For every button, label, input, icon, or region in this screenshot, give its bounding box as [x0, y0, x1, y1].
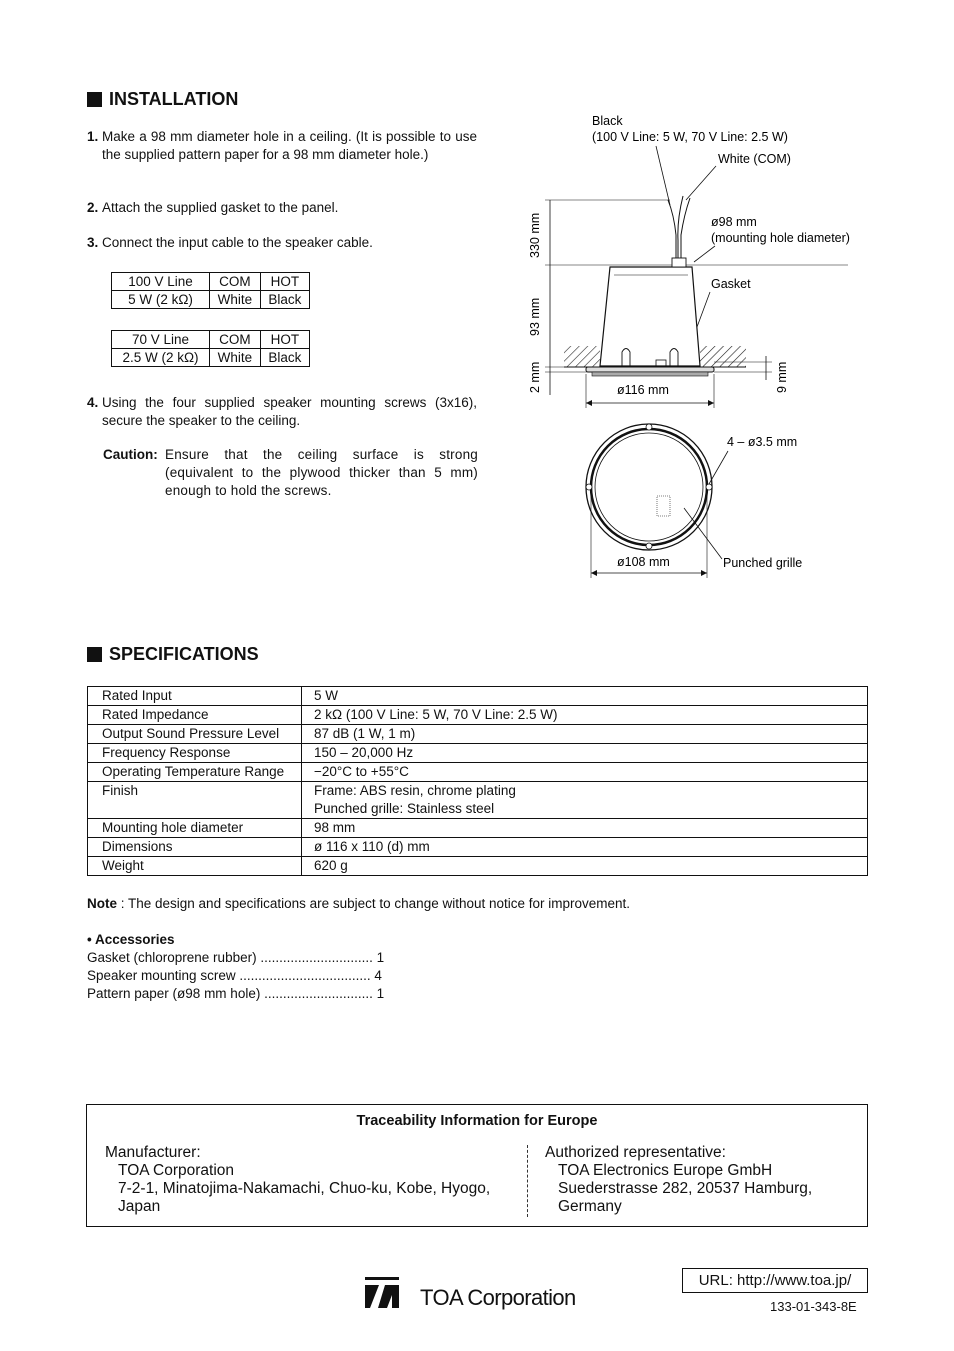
table-row: Weight 620 g	[88, 857, 868, 876]
table-row: Operating Temperature Range −20°C to +55°C	[88, 763, 868, 782]
cable-wire-1	[668, 200, 676, 265]
grille-label: Punched grille	[723, 556, 803, 570]
table-row: Dimensions ø 116 x 110 (d) mm	[88, 838, 868, 857]
dim-116-label: ø116 mm	[617, 383, 669, 397]
hole-leader	[694, 246, 715, 262]
traceability-box: Traceability Information for Europe Manufacturer: TOA Corporation 7-2-1, Minatojima-Nakamachi, Chuo-ku, Kobe, Hyogo, Japan Authorized representative: TOA Electronics Europe GmbH Suederstrasse 282, 20537 Hamburg, Germany	[86, 1104, 868, 1227]
cable-wire-2	[681, 198, 690, 265]
company-name: TOA Corporation	[420, 1285, 576, 1310]
dim-93-label: 93 mm	[528, 297, 542, 336]
list-item: Speaker mounting screw ................................... 4	[87, 968, 382, 983]
screw-hole-top	[646, 424, 652, 430]
dim-9-label: 9 mm	[775, 361, 789, 393]
specifications-table	[87, 686, 868, 876]
speaker-flange	[586, 367, 714, 372]
table-row: Rated Input 5 W	[88, 687, 868, 706]
screw-hole-bottom	[646, 543, 652, 549]
dim-108-label: ø108 mm	[617, 555, 670, 569]
document-number: 133-01-343-8E	[770, 1299, 857, 1314]
screw-hole-right	[706, 484, 712, 490]
list-item: Gasket (chloroprene rubber) .............................. 1	[87, 950, 385, 965]
gasket-label: Gasket	[711, 277, 751, 291]
cable-wire-3	[678, 196, 683, 265]
manufacturer-block: Manufacturer: TOA Corporation 7-2-1, Minatojima-Nakamachi, Chuo-ku, Kobe, Hyogo, Japan	[105, 1144, 491, 1215]
dim-330-label: 330 mm	[528, 212, 542, 258]
speaker-body	[600, 267, 700, 366]
wiring-table-100v: 100 V Line COM HOT 5 W (2 kΩ) White Black	[111, 272, 310, 309]
table-row: Frequency Response 150 – 20,000 Hz	[88, 744, 868, 763]
speaker-installation-diagram	[0, 0, 954, 600]
table-row: Rated Impedance 2 kΩ (100 V Line: 5 W, 70 V Line: 2.5 W)	[88, 706, 868, 725]
ceiling-right	[700, 346, 746, 367]
black-leader	[656, 146, 670, 205]
cable-clamp	[672, 258, 686, 267]
black-wire-note: (100 V Line: 5 W, 70 V Line: 2.5 W)	[592, 130, 788, 144]
section-square-icon	[87, 647, 102, 662]
table-row: Finish Frame: ABS resin, chrome plating Punched grille: Stainless steel	[88, 782, 868, 819]
installation-title: INSTALLATION	[87, 89, 238, 110]
accessories-list: • Accessories Gasket (chloroprene rubber) .............................. 1 Speaker mounting screw ................................... 4 Pattern paper (ø98 mm hole) ............................. 1	[87, 932, 385, 1001]
black-wire-label: Black	[592, 114, 623, 128]
step-1: 1. Make a 98 mm diameter hole in a ceiling. (It is possible to use the supplied pattern paper for a 98 mm diameter hole.)	[87, 129, 477, 162]
dim-2-label: 2 mm	[528, 361, 542, 393]
white-leader	[686, 166, 716, 200]
column-divider	[527, 1145, 528, 1217]
punched-grille	[595, 433, 703, 541]
specifications-title: SPECIFICATIONS	[87, 644, 259, 665]
hole-diameter-label: ø98 mm	[711, 215, 757, 229]
screw-hole-left	[586, 484, 592, 490]
step-3: 3. Connect the input cable to the speaker cable.	[87, 235, 373, 250]
url-box: URL: http://www.toa.jp/	[682, 1268, 868, 1293]
screw-holes-label: 4 – ø3.5 mm	[727, 435, 798, 449]
representative-block: Authorized representative: TOA Electronics Europe GmbH Suederstrasse 282, 20537 Hamburg, Germany	[545, 1144, 813, 1215]
spec-note: Note : The design and specifications are subject to change without notice for improvement.	[87, 896, 631, 911]
toa-logo-icon	[365, 1277, 401, 1310]
hole-diameter-note: (mounting hole diameter)	[711, 231, 850, 245]
table-row: Mounting hole diameter 98 mm	[88, 819, 868, 838]
white-wire-label: White (COM)	[718, 152, 791, 166]
list-item: Pattern paper (ø98 mm hole) ............................. 1	[87, 986, 385, 1001]
step-2: 2. Attach the supplied gasket to the panel.	[87, 200, 339, 215]
speaker-grille-edge	[592, 372, 708, 376]
grille-perforation	[657, 496, 670, 516]
caution-note: Caution: Ensure that the ceiling surface is strong (equivalent to the plywood thicker than 5 mm) enough to hold the screws.	[103, 447, 478, 498]
table-row: Output Sound Pressure Level 87 dB (1 W, 1 m)	[88, 725, 868, 744]
ceiling-left	[564, 346, 600, 367]
wiring-table-70v: 70 V Line COM HOT 2.5 W (2 kΩ) White Black	[111, 330, 310, 367]
step-4: 4. Using the four supplied speaker mounting screws (3x16), secure the speaker to the ceiling.	[87, 395, 477, 428]
